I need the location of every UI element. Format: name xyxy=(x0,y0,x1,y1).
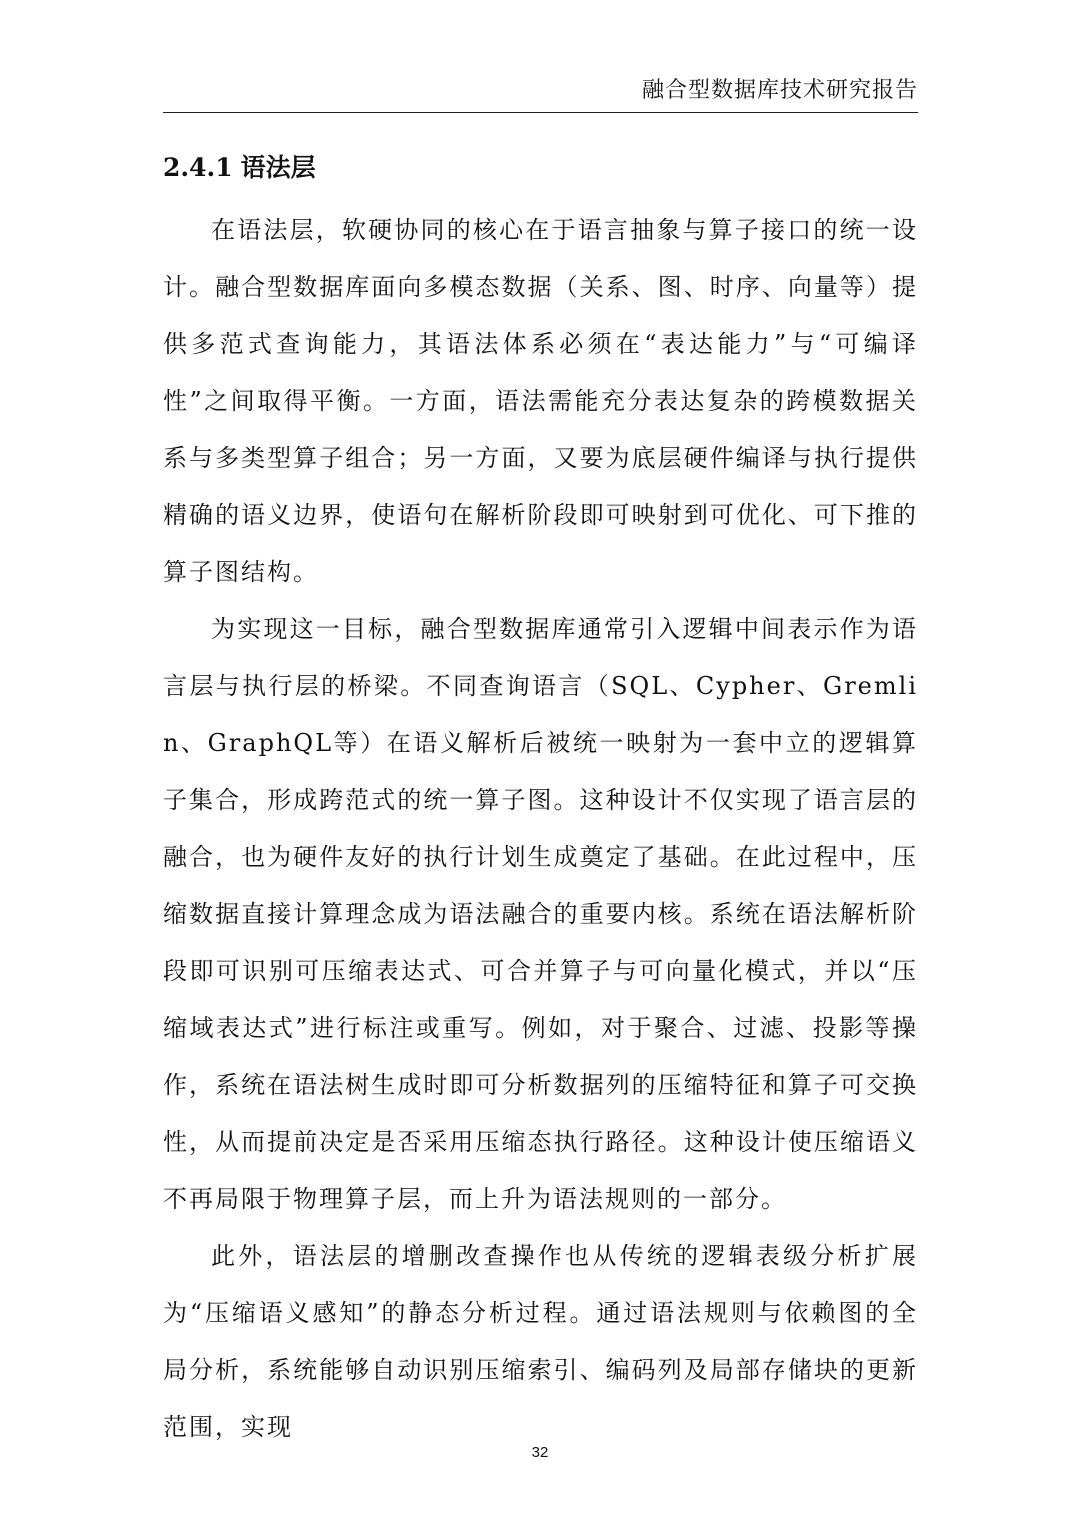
paragraph-2: 为实现这一目标，融合型数据库通常引入逻辑中间表示作为语言层与执行层的桥梁。不同查询语言（SQL、Cypher、Gremlin、GraphQL等）在语义解析后被统一映射为一套中立的逻辑算子集合，形成跨范式的统一算子图。这种设计不仅实现了语言层的融合，也为硬件友好的执行计划生成奠定了基础。在此过程中，压缩数据直接计算理念成为语法融合的重要内核。系统在语法解析阶段即可识别可压缩表达式、可合并算子与可向量化模式，并以“压缩域表达式”进行标注或重写。例如，对于聚合、过滤、投影等操作，系统在语法树生成时即可分析数据列的压缩特征和算子可交换性，从而提前决定是否采用压缩态执行路径。这种设计使压缩语义不再局限于物理算子层，而上升为语法规则的一部分。 xyxy=(163,615,918,1213)
section-title: 语法层 xyxy=(240,153,316,182)
paragraph-1: 在语法层，软硬协同的核心在于语言抽象与算子接口的统一设计。融合型数据库面向多模态数据（关系、图、时序、向量等）提供多范式查询能力，其语法体系必须在“表达能力”与“可编译性”之间取得平衡。一方面，语法需能充分表达复杂的跨模数据关系与多类型算子组合；另一方面，又要为底层硬件编译与执行提供精确的语义边界，使语句在解析阶段即可映射到可优化、可下推的算子图结构。 xyxy=(163,216,918,586)
section-heading xyxy=(163,150,316,186)
page-number: 32 xyxy=(531,1444,549,1461)
paragraph-3: 此外，语法层的增删改查操作也从传统的逻辑表级分析扩展为“压缩语义感知”的静态分析过程。通过语法规则与依赖图的全局分析，系统能够自动识别压缩索引、编码列及局部存储块的更新范围，实现 xyxy=(163,1242,918,1441)
body-text xyxy=(163,202,918,1456)
running-header: 融合型数据库技术研究报告 xyxy=(641,78,918,103)
section-number: 2.4.1 xyxy=(163,153,233,182)
header-divider xyxy=(163,112,918,113)
